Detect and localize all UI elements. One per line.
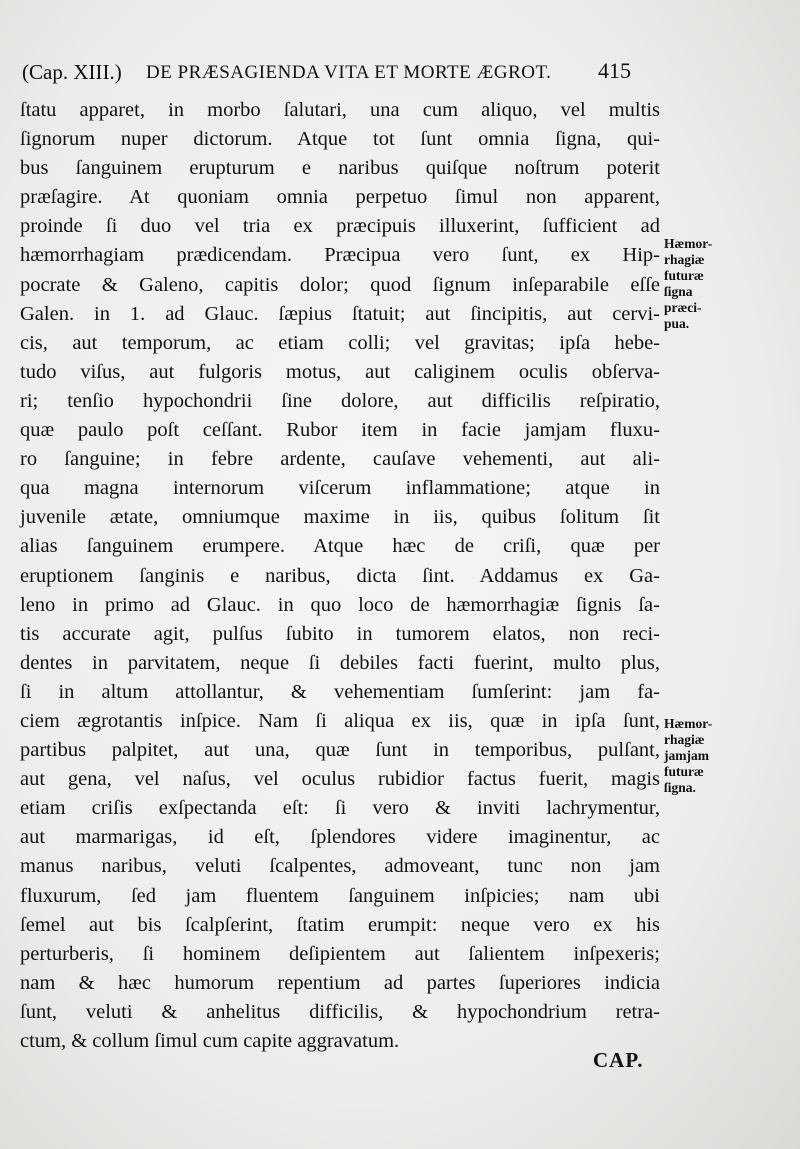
margin-note-line: Hæmor- [664,236,713,251]
text-line: ſignorum nuper dictorum. Atque tot ſunt omnia ſigna, qui- [20,128,660,151]
text-line: ro ſanguine; in febre ardente, cauſave vehementi, aut ali- [20,448,660,471]
text-line: Galen. in 1. ad Glauc. ſæpius ſtatuit; aut ſincipitis, aut cervi- [20,302,660,325]
text-line: pocrate & Galeno, capitis dolor; quod ſignum inſeparabile eſſe [20,273,660,296]
text-line: manus naribus, veluti ſcalpentes, admoveant, tunc non jam [20,855,660,878]
text-line: ciem ægrotantis inſpice. Nam ſi aliqua ex iis, quæ in ipſa ſunt, [20,709,660,732]
text-line: proinde ſi duo vel tria ex præcipuis illuxerint, ſufficient ad [20,215,660,238]
margin-note-line: rhagiæ [664,252,705,267]
text-line: alias ſanguinem erumpere. Atque hæc de criſi, quæ per [20,535,660,558]
margin-note-1 [664,236,744,332]
text-line: quæ paulo poſt ceſſant. Rubor item in facie jamjam fluxu- [20,419,660,442]
page-number: 415 [598,58,631,83]
text-line: eruptionem ſanginis e naribus, dicta ſint. Addamus ex Ga- [20,564,660,587]
text-line: fluxurum, ſed jam fluentem ſanguinem inſpicies; nam ubi [20,884,660,907]
text-line: partibus palpitet, aut una, quæ ſunt in temporibus, pulſant, [20,739,660,762]
text-line: bus ſanguinem erupturum e naribus quiſque noſtrum poterit [20,157,660,180]
margin-note-line: rhagiæ [664,732,705,747]
text-line: juvenile ætate, omniumque maxime in iis, quibus ſolitum ſit [20,506,660,529]
text-line: ri; tenſio hypochondrii ſine dolore, aut difficilis reſpiratio, [20,389,660,412]
text-line: tudo viſus, aut fulgoris motus, aut caliginem oculis obſerva- [20,360,660,383]
text-line: ctum, & collum ſimul cum capite aggravatum. [20,1030,400,1052]
text-line: ſunt, veluti & anhelitus difficilis, & hypochondrium retra- [20,1000,660,1023]
margin-note-line: ſigna. [664,780,696,795]
margin-note-line: pua. [664,316,690,331]
text-line: qua magna internorum viſcerum inflammatione; atque in [20,477,660,500]
margin-note-line: jamjam [664,748,709,763]
margin-note-line: futuræ [664,764,704,779]
catchword: CAP. [593,1048,644,1072]
margin-note-line: ſigna [664,284,693,299]
body-text [20,96,660,1056]
chapter-label: (Cap. XIII.) [22,60,122,84]
text-line: ſemel aut bis ſcalpſerint, ſtatim erumpit: neque vero ex his [20,913,660,936]
text-line: hæmorrhagiam prædicendam. Præcipua vero ſunt, ex Hip- [20,244,660,267]
margin-note-line: præci- [664,300,702,315]
text-line: ſi in altum attollantur, & vehementiam ſumſerint: jam fa- [20,680,660,703]
margin-note-line: Hæmor- [664,716,713,731]
text-line: etiam criſis exſpectanda eſt: ſi vero & inviti lachrymentur, [20,797,660,820]
text-line: nam & hæc humorum repentium ad partes ſuperiores indicia [20,971,660,994]
text-line: cis, aut temporum, ac etiam colli; vel gravitas; ipſa hebe- [20,331,660,354]
text-line: præſagire. At quoniam omnia perpetuo ſimul non apparent, [20,186,660,209]
text-line: aut marmarigas, id eſt, ſplendores videre imaginentur, ac [20,826,660,849]
text-line: aut gena, vel naſus, vel oculus rubidior factus fuerit, magis [20,768,660,791]
text-line: ſtatu apparet, in morbo ſalutari, una cum aliquo, vel multis [20,99,660,121]
margin-note-line: futuræ [664,268,704,283]
margin-note-2 [664,716,744,796]
text-line: leno in primo ad Glauc. in quo loco de hæmorrhagiæ ſignis ſa- [20,593,660,616]
text-line: perturberis, ſi hominem deſipientem aut ſalientem inſpexeris; [20,942,660,965]
running-title: DE PRÆSAGIENDA VITA ET MORTE ÆGROT. [146,62,552,83]
text-line: tis accurate agit, pulſus ſubito in tumorem elatos, non reci- [20,622,660,645]
text-line: dentes in parvitatem, neque ſi debiles facti fuerint, multo plus, [20,651,660,674]
running-header [22,58,652,92]
